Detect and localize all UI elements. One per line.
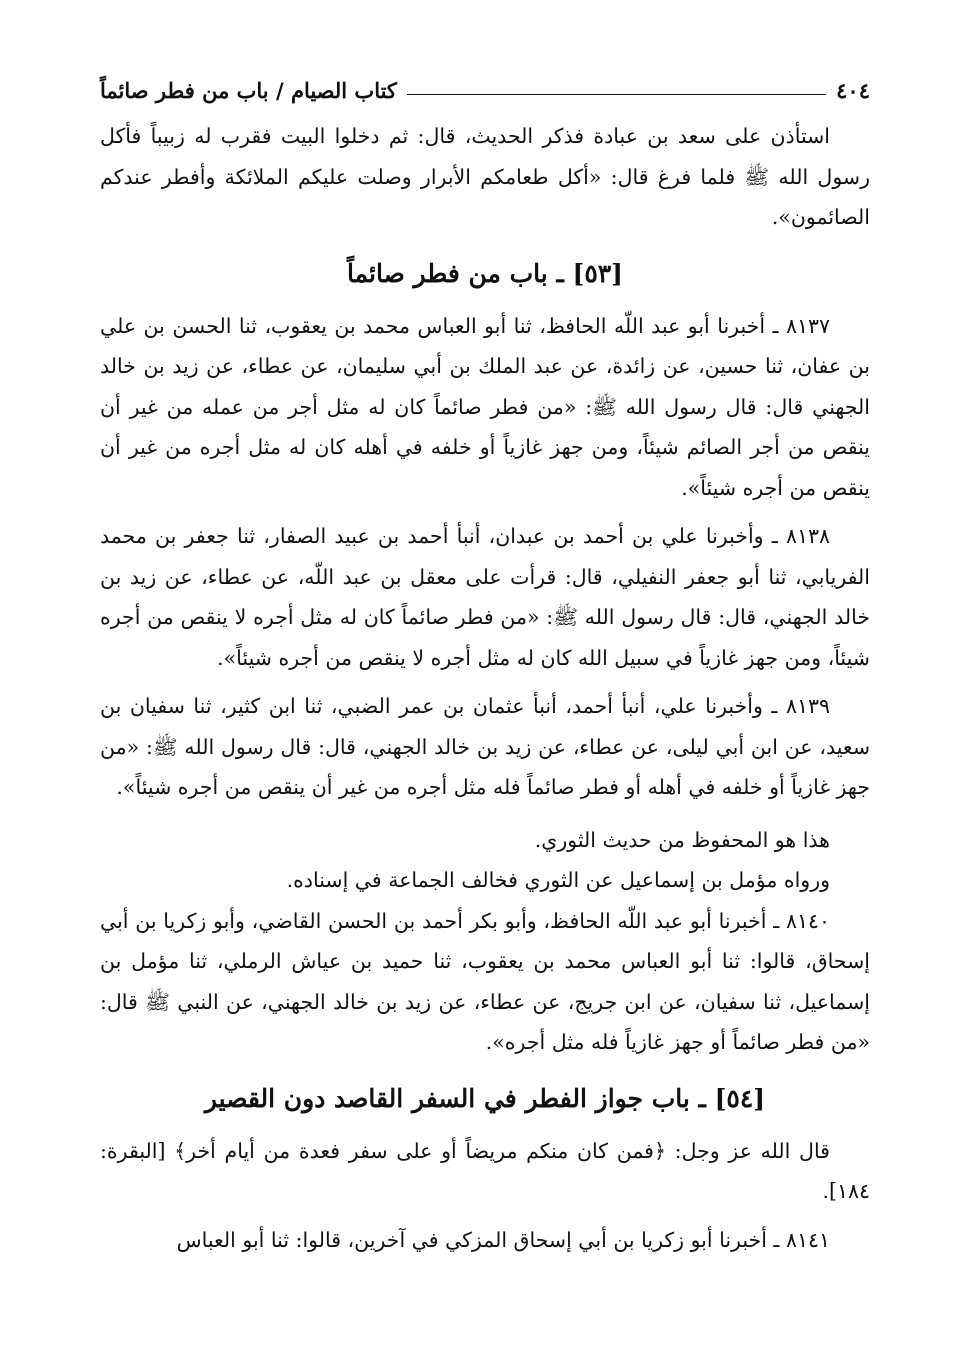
paragraph: استأذن على سعد بن عبادة فذكر الحديث، قال: ثم دخلوا البيت فقرب له زبيباً فأكل رسول الله ﷺ فلما فرغ قال: «أكل طعامكم الأبرار وصلت عليكم الملائكة وأفطر عندكم الصائمون». (100, 124, 870, 229)
hadith-8139: ٨١٣٩ ـ وأخبرنا علي، أنبأ أحمد، أنبأ عثمان بن عمر الضبي، ثنا ابن كثير، ثنا سفيان بن سعيد، عن ابن أبي ليلى، عن عطاء، عن زيد بن خالد الجهني، قال: قال رسول الله ﷺ: «من جهز غازياً أو خلفه في أهله أو فطر صائماً فله مثل أجره من غير أن ينقص من أجره شيئاً». (100, 694, 870, 799)
hadith-8137: ٨١٣٧ ـ أخبرنا أبو عبد اللّه الحافظ، ثنا أبو العباس محمد بن يعقوب، ثنا الحسن بن علي بن عفان، ثنا حسين، عن زائدة، عن عبد الملك بن أبي سليمان، عن عطاء، عن زيد بن خالد الجهني قال: قال رسول الله ﷺ: «من فطر صائماً كان له مثل أجر من عمله من غير أن ينقص من أجر الصائم شيئاً، ومن جهز غازياً أو خلفه في أهله كان له مثل أجره من غير أن ينقص من أجره شيئاً». (100, 313, 870, 500)
spacer (100, 808, 870, 820)
quran-quote: قال الله عز وجل: ﴿فمن كان منكم مريضاً أو على سفر فعدة من أيام أخر﴾ [البقرة: ١٨٤]. (100, 1138, 870, 1203)
note-line: هذا هو المحفوظ من حديث الثوري. (534, 827, 830, 852)
hadith-8141: ٨١٤١ ـ أخبرنا أبو زكريا بن أبي إسحاق المزكي في آخرين، قالوا: ثنا أبو العباس (176, 1227, 830, 1252)
running-title: كتاب الصيام / باب من فطر صائماً (100, 77, 397, 103)
hadith-8140: ٨١٤٠ ـ أخبرنا أبو عبد اللّه الحافظ، وأبو بكر أحمد بن الحسن القاضي، وأبو زكريا بن أبي إسحاق، قالوا: ثنا أبو العباس محمد بن يعقوب، ثنا حميد بن عياش الرملي، ثنا مؤمل بن إسماعيل، ثنا سفيان، عن ابن جريج، عن عطاء، عن زيد بن خالد الجهني، عن النبي ﷺ قال: «من فطر صائماً أو جهز غازياً فله مثل أجره». (100, 908, 870, 1054)
header-rule (407, 94, 826, 95)
chapter-heading: [٥٣] ـ باب من فطر صائماً (346, 258, 624, 288)
page-number: ٤٠٤ (836, 77, 870, 103)
chapter-heading: [٥٤] ـ باب جواز الفطر في السفر القاصد دون القصير (204, 1083, 766, 1113)
note-line: ورواه مؤمل بن إسماعيل عن الثوري فخالف الجماعة في إسناده. (286, 868, 830, 892)
running-header (100, 70, 870, 110)
hadith-8138: ٨١٣٨ ـ وأخبرنا علي بن أحمد بن عبدان، أنبأ أحمد بن عبيد الصفار، ثنا جعفر بن محمد الفريابي، ثنا أبو جعفر النفيلي، قال: قرأت على معقل بن عبد اللّه، عن عطاء، عن زيد بن خالد الجهني، قال: قال رسول الله ﷺ: «من فطر صائماً كان له مثل أجره لا ينقص من أجره شيئاً، ومن جهز غازياً في سبيل الله كان له مثل أجره لا ينقص من أجره شيئاً». (100, 524, 870, 670)
